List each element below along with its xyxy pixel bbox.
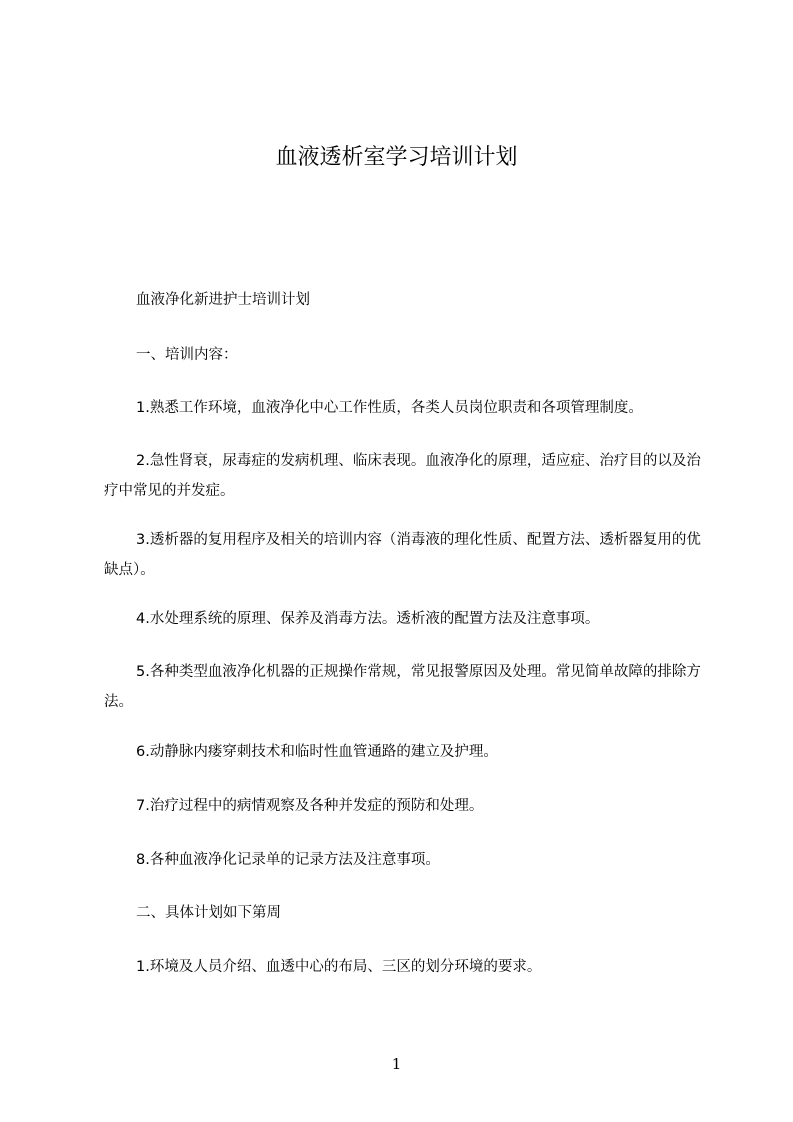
paragraph-section-heading: 二、具体计划如下第周 [136, 905, 281, 921]
paragraph-item: 4.水处理系统的原理、保养及消毒方法。透析液的配置方法及注意事项。 [136, 611, 600, 627]
paragraph-item: 1.熟悉工作环境，血液净化中心工作性质，各类人员岗位职责和各项管理制度。 [136, 400, 643, 416]
paragraph-item: 8.各种血液净化记录单的记录方法及注意事项。 [136, 852, 440, 868]
paragraph-item: 1.环境及人员介绍、血透中心的布局、三区的划分环境的要求。 [136, 959, 542, 975]
paragraph-item: 2.急性肾衰，尿毒症的发病机理、临床表现。血液净化的原理，适应症、治疗目的以及治疗中常见的并发症。 [104, 453, 701, 499]
paragraph-item: 7.治疗过程中的病情观察及各种并发症的预防和处理。 [136, 798, 484, 814]
page-number: 1 [391, 1055, 402, 1073]
paragraph-subtitle: 血液净化新进护士培训计划 [136, 292, 310, 308]
paragraph-item: 6.动静脉内瘘穿刺技术和临时性血管通路的建立及护理。 [136, 744, 498, 760]
paragraph-item: 5.各种类型血液净化机器的正规操作常规，常见报警原因及处理。常见简单故障的排除方法。 [104, 664, 701, 710]
paragraph-item: 3.透析器的复用程序及相关的培训内容（消毒液的理化性质、配置方法、透析器复用的优缺点）。 [104, 532, 701, 578]
page-title: 血液透析室学习培训计划 [275, 145, 518, 170]
paragraph-section-heading: 一、培训内容： [136, 347, 238, 363]
